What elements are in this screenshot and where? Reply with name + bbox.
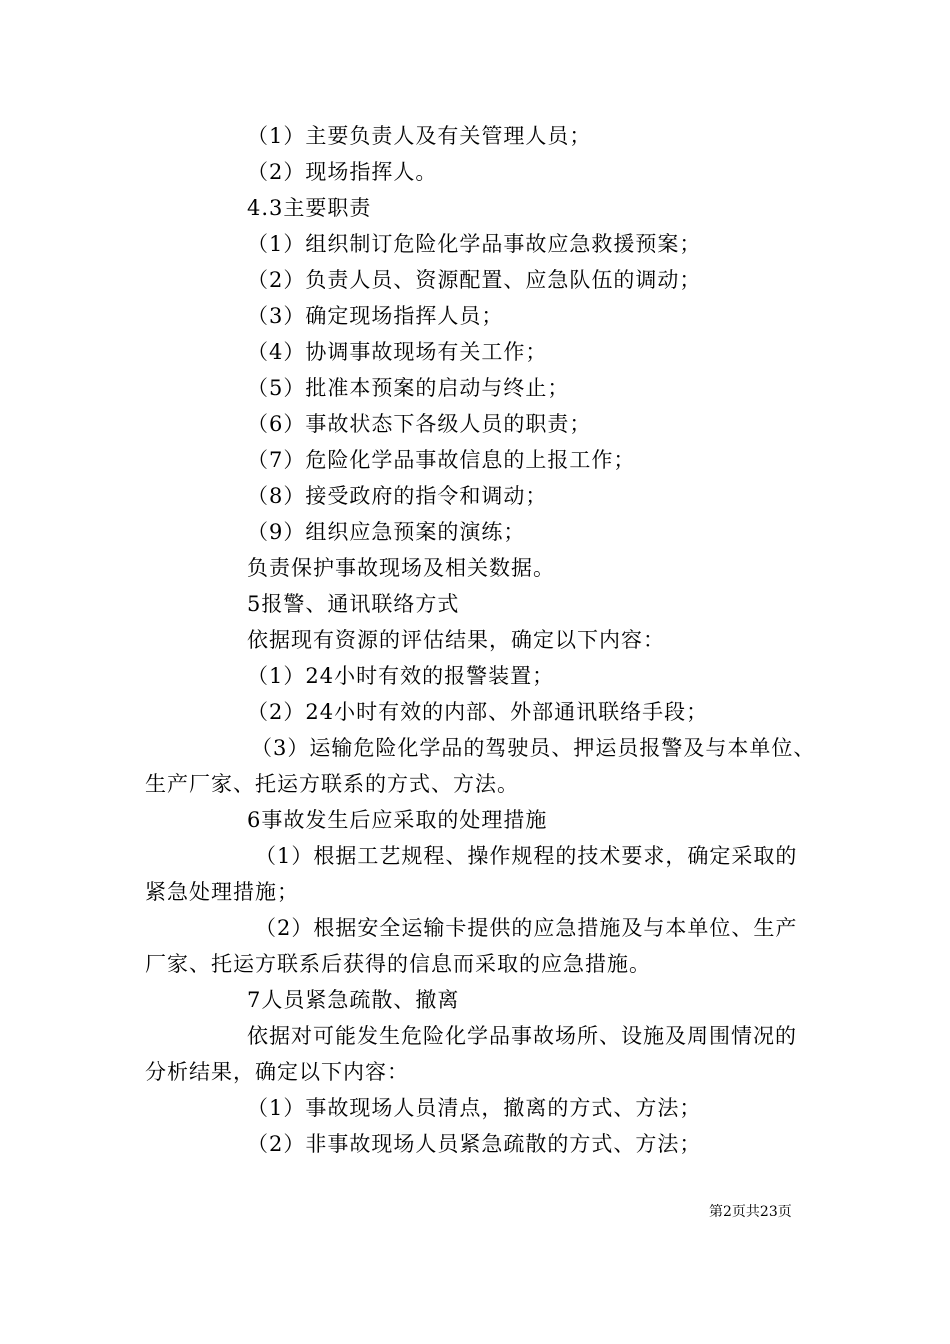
page-number: 第2页共23页	[709, 1204, 792, 1220]
text-line: （1）根据工艺规程、操作规程的技术要求，确定采取的	[255, 844, 798, 868]
text-line: （2）根据安全运输卡提供的应急措施及与本单位、生产	[255, 916, 798, 940]
text-line: （4）协调事故现场有关工作；	[247, 340, 548, 364]
section-heading: 6事故发生后应采取的处理措施	[247, 808, 548, 832]
text-line: （2）负责人员、资源配置、应急队伍的调动；	[247, 268, 702, 292]
section-heading: 4.3主要职责	[247, 196, 372, 220]
text-line: 依据现有资源的评估结果，确定以下内容：	[247, 628, 665, 652]
section-heading: 5报警、通讯联络方式	[247, 592, 460, 616]
text-line: （2）现场指挥人。	[247, 160, 438, 184]
section-heading: 7人员紧急疏散、撤离	[247, 988, 460, 1012]
text-line: （2）非事故现场人员紧急疏散的方式、方法；	[247, 1132, 702, 1156]
text-line: （1）事故现场人员清点，撤离的方式、方法；	[247, 1096, 702, 1120]
text-line: （8）接受政府的指令和调动；	[247, 484, 548, 508]
text-line: 分析结果，确定以下内容：	[145, 1060, 409, 1084]
text-line: （3）运输危险化学品的驾驶员、押运员报警及与本单位、	[251, 736, 816, 760]
text-line: （5）批准本预案的启动与终止；	[247, 376, 570, 400]
text-line: 依据对可能发生危险化学品事故场所、设施及周围情况的	[247, 1024, 797, 1048]
text-line: （9）组织应急预案的演练；	[247, 520, 526, 544]
text-line: （1）主要负责人及有关管理人员；	[247, 124, 592, 148]
text-line: （1）组织制订危险化学品事故应急救援预案；	[247, 232, 702, 256]
text-line: （3）确定现场指挥人员；	[247, 304, 504, 328]
text-line: 负责保护事故现场及相关数据。	[247, 556, 555, 580]
text-line: （6）事故状态下各级人员的职责；	[247, 412, 592, 436]
text-line: （1）24小时有效的报警装置；	[247, 664, 555, 688]
text-line: （2）24小时有效的内部、外部通讯联络手段；	[247, 700, 709, 724]
text-line: 厂家、托运方联系后获得的信息而采取的应急措施。	[145, 952, 651, 976]
text-line: 生产厂家、托运方联系的方式、方法。	[145, 772, 519, 796]
text-line: 紧急处理措施；	[145, 880, 299, 904]
document-body	[145, 118, 816, 1162]
text-line: （7）危险化学品事故信息的上报工作；	[247, 448, 636, 472]
